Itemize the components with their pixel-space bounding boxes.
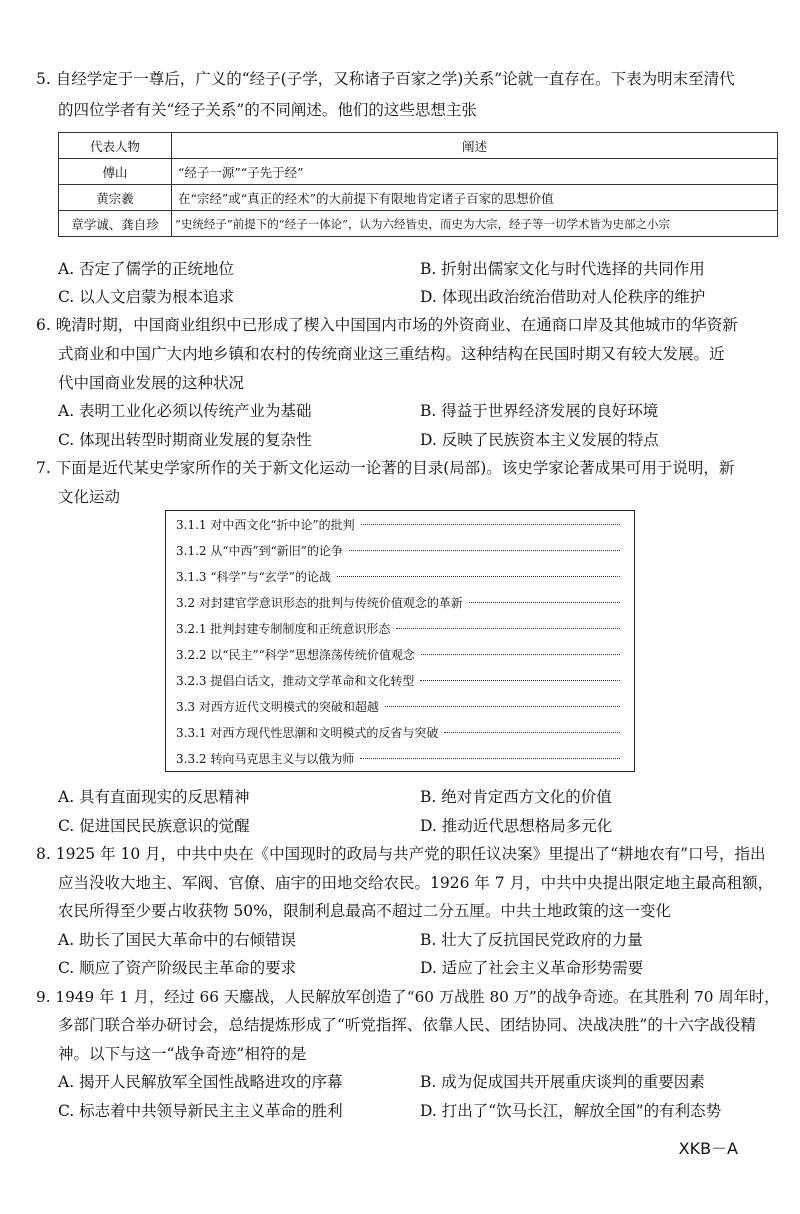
- q9-stem-line-3: 神。以下与这一“战争奇迹”相符的是: [58, 1045, 307, 1063]
- q5-table: [58, 132, 778, 237]
- q6-option-b[interactable]: B. 得益于世界经济发展的良好环境: [420, 402, 659, 420]
- q7-table-of-contents: [165, 510, 635, 772]
- q9-option-b[interactable]: B. 成为促成国共开展重庆谈判的重要因素: [420, 1073, 705, 1091]
- toc-entry: [176, 615, 622, 641]
- toc-entry-text: 3.2.3 提倡白话文，推动文学革命和文化转型: [176, 673, 415, 688]
- q6-stem-line-3: 代中国商业发展的这种状况: [58, 374, 245, 392]
- table-cell: 章学诚、龚自珍: [59, 211, 172, 237]
- q5-option-d[interactable]: D. 体现出政治统治借助对人伦秩序的维护: [420, 288, 706, 306]
- table-cell: 在“宗经”或“真正的经术”的大前提下有限地肯定诸子百家的思想价值: [172, 185, 778, 211]
- q7-stem-line-2: 文化运动: [58, 488, 121, 506]
- q7-option-a[interactable]: A. 具有直面现实的反思精神: [58, 788, 250, 806]
- toc-leader-dots: [337, 576, 620, 577]
- toc-entry-text: 3.3.2 转向马克思主义与以俄为师: [176, 751, 355, 766]
- table-header-cell: 代表人物: [59, 133, 172, 159]
- q5-option-c[interactable]: C. 以人文启蒙为根本追求: [58, 288, 235, 306]
- toc-leader-dots: [420, 680, 620, 681]
- q6-option-d[interactable]: D. 反映了民族资本主义发展的特点: [420, 431, 659, 449]
- table-cell: 黄宗羲: [59, 185, 172, 211]
- toc-leader-dots: [360, 758, 620, 759]
- toc-entry: [176, 693, 622, 719]
- toc-entry: [176, 745, 622, 771]
- toc-entry: [176, 537, 622, 563]
- q6-option-a[interactable]: A. 表明工业化必须以传统产业为基础: [58, 402, 312, 420]
- toc-entry: [176, 563, 622, 589]
- paper-code: XKB－A: [678, 1139, 738, 1158]
- table-cell: “史统经子”前提下的“经子一体论”，认为六经皆史，而史为大宗，经子等一切学术皆为史部之小宗: [172, 211, 778, 237]
- toc-leader-dots: [444, 732, 620, 733]
- q8-stem-line-1: 8. 1925 年 10 月，中共中央在《中国现时的政局与共产党的职任议决案》里提出了“耕地农有”口号，指出: [36, 845, 766, 863]
- toc-entry-text: 3.1.3 “科学”与“玄学”的论战: [176, 569, 331, 584]
- toc-entry: [176, 641, 622, 667]
- q5-option-b[interactable]: B. 折射出儒家文化与时代选择的共同作用: [420, 260, 705, 278]
- toc-leader-dots: [385, 706, 620, 707]
- q5-stem-line-2: 的四位学者有关“经子关系”的不同阐述。他们的这些思想主张: [58, 101, 477, 119]
- q8-option-a[interactable]: A. 助长了国民大革命中的右倾错误: [58, 931, 297, 949]
- q8-option-b[interactable]: B. 壮大了反抗国民党政府的力量: [420, 931, 643, 949]
- toc-entry: [176, 511, 622, 537]
- toc-entry: [176, 589, 622, 615]
- q7-stem-line-1: 7. 下面是近代某史学家所作的关于新文化运动一论著的目录(局部)。该史学家论著成果可用于说明，新: [36, 459, 735, 477]
- q9-option-d[interactable]: D. 打出了“饮马长江，解放全国”的有利态势: [420, 1102, 722, 1120]
- q6-stem-line-2: 式商业和中国广大内地乡镇和农村的传统商业这三重结构。这种结构在民国时期又有较大发展。近: [58, 345, 725, 363]
- toc-entry-text: 3.1.2 从“中西”到“新旧”的论争: [176, 543, 343, 558]
- q9-option-c[interactable]: C. 标志着中共领导新民主主义革命的胜利: [58, 1102, 343, 1120]
- q5-option-a[interactable]: A. 否定了儒学的正统地位: [58, 260, 235, 278]
- toc-leader-dots: [396, 628, 620, 629]
- toc-leader-dots: [469, 602, 620, 603]
- toc-leader-dots: [361, 524, 620, 525]
- q9-option-a[interactable]: A. 揭开人民解放军全国性战略进攻的序幕: [58, 1073, 343, 1091]
- q8-stem-line-3: 农民所得至少要占收获物 50%，限制利息最高不超过二分五厘。中共土地政策的这一变化: [58, 902, 671, 920]
- toc-entry-text: 3.2 对封建官学意识形态的批判与传统价值观念的革新: [176, 595, 463, 610]
- toc-entry-text: 3.3.1 对西方现代性思潮和文明模式的反省与突破: [176, 725, 439, 740]
- toc-entry: [176, 667, 622, 693]
- table-header-cell: 阐述: [172, 133, 778, 159]
- toc-entry-text: 3.2.1 批判封建专制制度和正统意识形态: [176, 621, 391, 636]
- toc-leader-dots: [349, 550, 620, 551]
- toc-entry-text: 3.2.2 以“民主”“科学”思想涤荡传统价值观念: [176, 647, 415, 662]
- q7-option-d[interactable]: D. 推动近代思想格局多元化: [420, 817, 613, 835]
- q8-option-c[interactable]: C. 顺应了资产阶级民主革命的要求: [58, 959, 297, 977]
- toc-entry: [176, 719, 622, 745]
- q9-stem-line-2: 多部门联合举办研讨会，总结提炼形成了“听党指挥、依靠人民、团结协同、决战决胜”的十六字战役精: [58, 1016, 756, 1034]
- q7-option-b[interactable]: B. 绝对肯定西方文化的价值: [420, 788, 612, 806]
- q8-option-d[interactable]: D. 适应了社会主义革命形势需要: [420, 959, 644, 977]
- table-cell: “经子一源”“子先于经”: [172, 159, 778, 185]
- q6-stem-line-1: 6. 晚清时期，中国商业组织中已形成了楔入中国国内市场的外资商业、在通商口岸及其他城市的华资新: [36, 316, 738, 334]
- table-row: [59, 159, 778, 185]
- table-row: [59, 211, 778, 237]
- table-row: [59, 185, 778, 211]
- q9-stem-line-1: 9. 1949 年 1 月，经过 66 天鏖战，人民解放军创造了“60 万战胜 80 万”的战争奇迹。在其胜利 70 周年时，: [36, 988, 780, 1006]
- q5-stem-line-1: 5. 自经学定于一尊后，广义的“经子(子学，又称诸子百家之学)关系”论就一直存在。下表为明末至清代: [36, 70, 735, 88]
- toc-entry-text: 3.1.1 对中西文化“折中论”的批判: [176, 517, 355, 532]
- table-header-row: [59, 133, 778, 159]
- q6-option-c[interactable]: C. 体现出转型时期商业发展的复杂性: [58, 431, 312, 449]
- q7-option-c[interactable]: C. 促进国民民族意识的觉醒: [58, 817, 250, 835]
- toc-leader-dots: [421, 654, 620, 655]
- toc-entry-text: 3.3 对西方近代文明模式的突破和超越: [176, 699, 379, 714]
- table-cell: 傅山: [59, 159, 172, 185]
- q8-stem-line-2: 应当没收大地主、军阀、官僚、庙宇的田地交给农民。1926 年 7 月，中共中央提出限定地主最高租额，: [58, 874, 774, 892]
